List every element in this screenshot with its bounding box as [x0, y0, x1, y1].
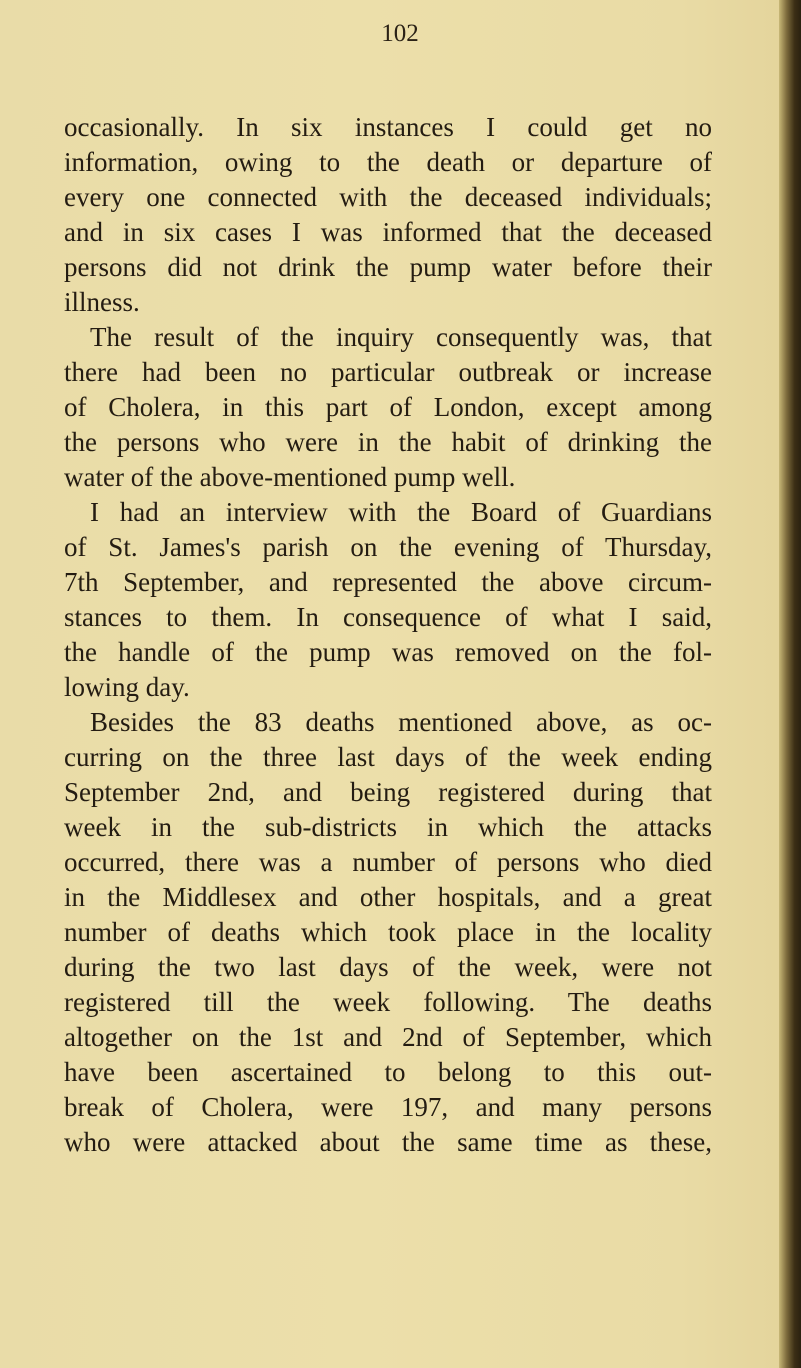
text-line: during the two last days of the week, were not [64, 952, 712, 982]
text-line: I had an interview with the Board of Guardians [90, 497, 712, 527]
text-line: curring on the three last days of the week ending [64, 742, 712, 772]
text-line: in the Middlesex and other hospitals, and a great [64, 882, 712, 912]
text-line: water of the above-mentioned pump well. [64, 462, 516, 492]
text-line: there had been no particular outbreak or increase [64, 357, 712, 387]
text-line: number of deaths which took place in the locality [64, 917, 712, 947]
page-number: 102 [381, 20, 419, 47]
text-line: break of Cholera, were 197, and many persons [64, 1092, 712, 1122]
text-line: of Cholera, in this part of London, except among [64, 392, 712, 422]
book-spine-shadow [779, 0, 801, 1368]
text-line: lowing day. [64, 672, 190, 702]
text-line: occurred, there was a number of persons who died [64, 847, 712, 877]
text-line: The result of the inquiry consequently was, that [90, 322, 712, 352]
text-line: who were attacked about the same time as these, [64, 1127, 712, 1157]
text-line: 7th September, and represented the above circum- [64, 567, 712, 597]
body-text [64, 110, 712, 1160]
text-line: stances to them. In consequence of what I said, [64, 602, 712, 632]
text-line: altogether on the 1st and 2nd of September, which [64, 1022, 712, 1052]
text-line: illness. [64, 287, 140, 317]
text-line: registered till the week following. The deaths [64, 987, 712, 1017]
text-line: persons did not drink the pump water before their [64, 252, 712, 282]
text-line: September 2nd, and being registered during that [64, 777, 712, 807]
text-line: every one connected with the deceased individuals; [64, 182, 712, 212]
text-line: information, owing to the death or departure of [64, 147, 712, 177]
text-line: week in the sub-districts in which the attacks [64, 812, 712, 842]
text-line: Besides the 83 deaths mentioned above, as oc- [90, 707, 712, 737]
text-line: have been ascertained to belong to this out- [64, 1057, 712, 1087]
text-line: and in six cases I was informed that the deceased [64, 217, 712, 247]
text-line: the persons who were in the habit of drinking the [64, 427, 712, 457]
text-line: of St. James's parish on the evening of Thursday, [64, 532, 712, 562]
text-line: the handle of the pump was removed on the fol- [64, 637, 712, 667]
text-line: occasionally. In six instances I could get no [64, 112, 712, 142]
